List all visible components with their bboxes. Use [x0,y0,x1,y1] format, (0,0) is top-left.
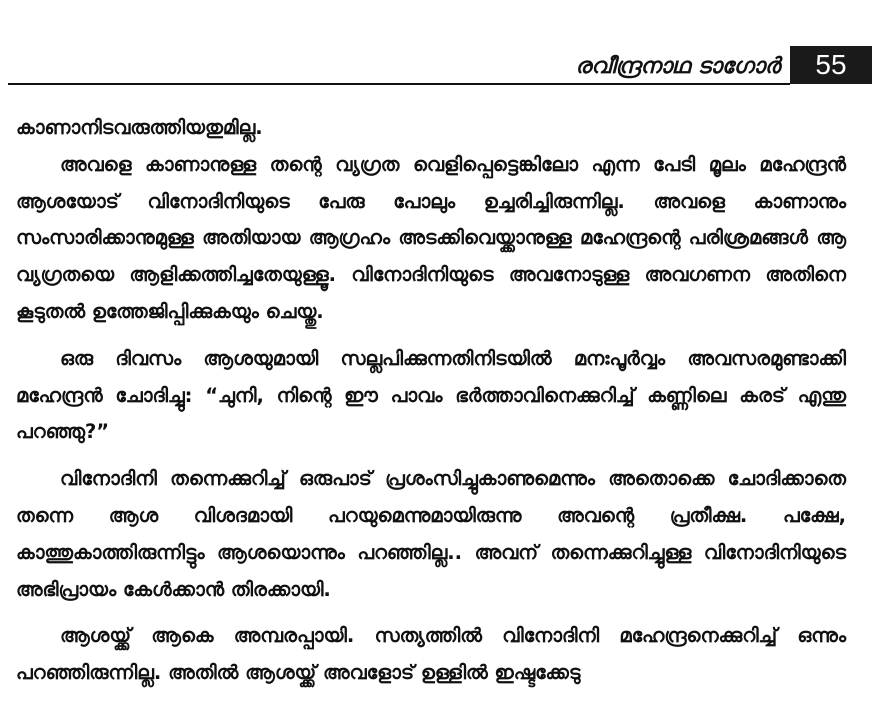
page-header [8,46,872,86]
paragraph-continuation: കാണാനിടവരുത്തിയതുമില്ല. [16,116,263,139]
paragraph: വിനോദിനി തന്നെക്കുറിച്ച് ഒരുപാട് പ്രശംസിച്ചുകാണുമെന്നും അതൊക്കെ ചോദിക്കാതെ തന്നെ ആശ വിശദമായി പറയുമെന്നുമായിരുന്നു അവന്റെ പ്രതീക്ഷ. പക്ഷേ, കാത്തുകാത്തിരുന്നിട്ടും ആശയൊന്നും പറഞ്ഞില്ല.. അവന് തന്നെക്കുറിച്ചുള്ള വിനോദിനിയുടെ അഭിപ്രായം കേൾക്കാൻ തിരക്കായി. [16,467,846,601]
header-rule [8,83,790,85]
paragraph: ഒരു ദിവസം ആശയുമായി സല്ലപിക്കുന്നതിനിടയിൽ മനഃപൂർവ്വം അവസരമുണ്ടാക്കി മഹേന്ദ്രൻ ചോദിച്ചു: “ചുനി, നിന്റെ ഈ പാവം ഭർത്താവിനെക്കുറിച്ച് കണ്ണിലെ കരട് എന്തു പറഞ്ഞു?” [16,346,846,444]
running-title: രവീന്ദ്രനാഥ ടാഗോർ [575,54,780,79]
body-text [16,110,846,692]
page-number: 55 [790,46,872,84]
paragraph: അവളെ കാണാനുള്ള തന്റെ വ്യഗ്രത വെളിപ്പെട്ടെങ്കിലോ എന്ന പേടി മൂലം മഹേന്ദ്രൻ ആശയോട് വിനോദിനിയുടെ പേരു പോലും ഉച്ചരിച്ചിരുന്നില്ല. അവളെ കാണാനും സംസാരിക്കാനുമുള്ള അതിയായ ആഗ്രഹം അടക്കിവെയ്ക്കാനുള്ള മഹേന്ദ്രന്റെ പരിശ്രമങ്ങൾ ആ വ്യഗ്രതയെ ആളിക്കത്തിച്ചതേയുള്ളൂ. വിനോദിനിയുടെ അവനോടുള്ള അവഗണന അതിനെ കൂടുതൽ ഉത്തേജിപ്പിക്കുകയും ചെയ്തു. [16,152,846,323]
paragraph: ആശയ്ക്ക് ആകെ അമ്പരപ്പായി. സത്യത്തിൽ വിനോദിനി മഹേന്ദ്രനെക്കുറിച്ച് ഒന്നും പറഞ്ഞിരുന്നില്ല. അതിൽ ആശയ്ക്ക് അവളോട് ഉള്ളിൽ ഇഷ്ടക്കേടു [16,624,846,685]
